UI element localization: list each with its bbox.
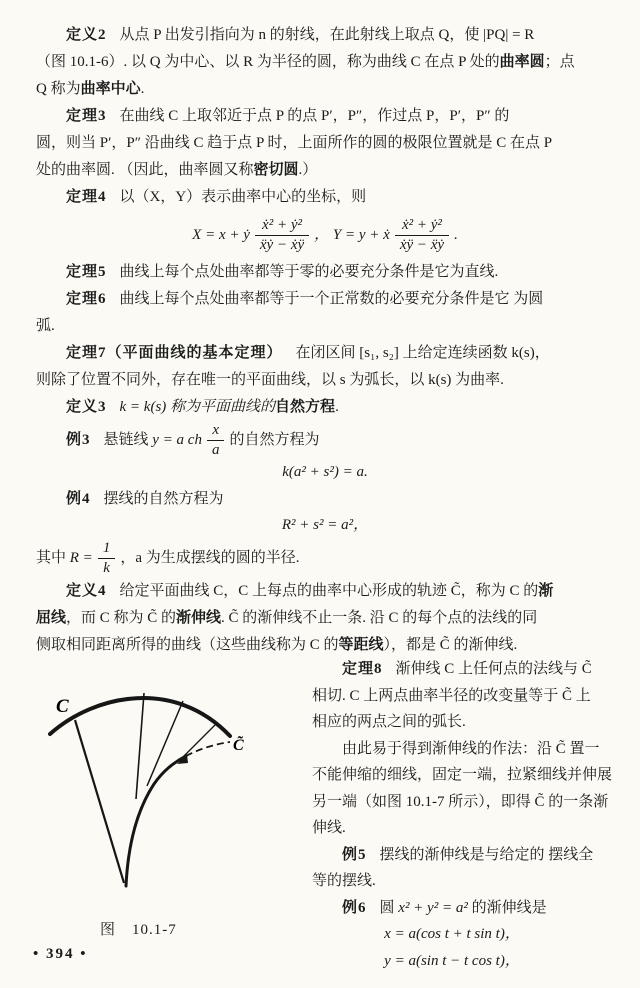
text-run: 给定平面曲线 C，C 上每点的曲率中心形成的轨迹 C̃，称为 C 的 <box>119 583 539 599</box>
figure-caption: 图 10.1-7 <box>100 922 177 938</box>
text-line <box>36 340 614 367</box>
formula-run: X = x + ẏ <box>192 227 250 243</box>
curve-C-tilde-dashed <box>186 742 230 756</box>
formula-run: . <box>454 227 458 243</box>
example-4-label: 例4 <box>66 491 91 507</box>
term-curvature-circle: 曲率圆 <box>499 54 545 70</box>
term-natural-equation: 自然方程 <box>275 399 336 415</box>
formula-run: R = <box>69 550 93 566</box>
text-run: 曲线上每个点处曲率都等于一个正常数的必要充分条件是它 为圆 <box>119 291 544 307</box>
text-run: 从点 P 出发引指向为 n 的射线，在此射线上取点 Q，使 |PQ| = R <box>119 27 535 43</box>
text-run: ，而 C 称为 C̃ 的 <box>66 610 177 626</box>
text-run: 不能伸缩的细线，固定一端，拉紧细线并伸展 <box>312 767 613 783</box>
formula-run: y = a ch <box>152 432 202 448</box>
text-run: 圆 <box>379 899 395 916</box>
catenary-natural-equation: k(a² + s²) = a. <box>282 464 368 480</box>
text-run: . C̃ 的渐伸线不止一条. 沿 C 的每个点的法线的同 <box>221 610 538 626</box>
text-run: 相应的两点之间的弧长. <box>312 714 466 730</box>
definition-4-label: 定义4 <box>66 583 107 599</box>
fraction-denominator: ẋÿ − ẍẏ <box>399 237 445 254</box>
text-line <box>36 538 614 578</box>
text-run: 的自然方程为 <box>229 432 320 448</box>
curve-C-tilde-solid <box>126 756 186 886</box>
text-run: 伸线. <box>312 820 346 836</box>
text-line <box>312 736 618 763</box>
text-run: （图 10.1-6）. 以 Q 为中心、以 R 为半径的圆，称为曲线 C 在点 P 处的 <box>36 54 500 70</box>
text-line <box>312 842 618 869</box>
cycloid-natural-equation: R² + s² = a²， <box>281 517 369 533</box>
normal-line-2 <box>136 693 144 799</box>
definition-2-label: 定义2 <box>66 27 107 43</box>
fraction <box>207 422 225 460</box>
text-line <box>312 709 618 736</box>
text-run: 悬链线 <box>103 432 149 448</box>
term-curvature-center: 曲率中心 <box>80 81 141 97</box>
text-line <box>36 605 614 632</box>
theorem-8-label: 定理8 <box>342 661 383 677</box>
text-line <box>36 184 614 211</box>
text-line <box>312 815 618 842</box>
text-run: ，a 为生成摆线的圆的半径. <box>120 550 300 566</box>
figure-10-1-7 <box>40 684 296 916</box>
text-line <box>312 683 618 710</box>
fraction-numerator: x <box>207 422 225 441</box>
text-line <box>36 632 614 659</box>
example-5-label: 例5 <box>342 846 367 863</box>
text-run: 圆，则当 P′，P″ 沿曲线 C 趋于点 P 时，上面所作的圆的极限位置就是 C 在点 P <box>36 135 553 151</box>
text-line <box>36 49 614 76</box>
theorem-7-label: 定理7（平面曲线的基本定理） <box>66 345 283 361</box>
formula-run: ， Y = y + ẋ <box>314 227 390 243</box>
term-evolute-part1: 渐 <box>538 583 554 599</box>
formula-run: x² + y² = a² <box>398 899 468 916</box>
text-run: . <box>140 81 145 97</box>
curve-C-label: C <box>56 696 69 717</box>
main-text-column <box>36 22 614 659</box>
text-line <box>36 313 614 340</box>
text-run: 则除了位置不同外，存在唯一的平面曲线，以 s 为弧长，以 k(s) 为曲率. <box>36 372 504 388</box>
text-run: 相切. C 上两点曲率半径的改变量等于 C̃ 上 <box>312 687 591 704</box>
fraction <box>395 217 449 255</box>
text-line <box>312 868 618 895</box>
circle-involute-x-equation: x = a(cos t + t sin t)， <box>384 926 520 942</box>
text-line <box>312 789 618 816</box>
curve-C-tilde-label: C̃ <box>233 737 244 754</box>
text-line <box>36 259 614 286</box>
text-run: 曲线上每个点处曲率都等于零的必要充分条件是它为直线. <box>119 264 499 280</box>
text-line <box>36 394 614 421</box>
definition-3-label: 定义3 <box>66 399 107 415</box>
text-run: Q 称为 <box>36 81 81 97</box>
involute-diagram <box>40 684 296 916</box>
normal-line-3 <box>147 701 183 786</box>
text-line <box>36 578 614 605</box>
example-6-label: 例6 <box>342 899 367 916</box>
text-run: 以（X，Y）表示曲率中心的坐标，则 <box>119 189 367 205</box>
text-run: ），都是 C̃ 的渐伸线. <box>383 637 518 653</box>
fraction-numerator: ẋ² + ẏ² <box>395 217 449 236</box>
text-line <box>36 103 614 130</box>
text-run: 侧取相同距离所得的曲线（这些曲线称为 C 的 <box>36 637 339 653</box>
text-run: .） <box>298 162 318 178</box>
example-3-label: 例3 <box>66 432 91 448</box>
theorem-4-label: 定理4 <box>66 189 107 205</box>
text-run: 另一端（如图 10.1-7 所示），即得 C̃ 的一条渐 <box>312 793 609 810</box>
term-equidistant-curve: 等距线 <box>338 637 384 653</box>
curvature-center-formula <box>36 211 614 259</box>
circle-involute-y-equation: y = a(sin t − t cos t)， <box>384 953 520 969</box>
text-run: 由此易于得到渐伸线的作法：沿 C̃ 置一 <box>342 740 600 757</box>
theorem-5-label: 定理5 <box>66 264 107 280</box>
fraction-denominator: ẍẏ − ẋÿ <box>259 237 305 254</box>
text-run: ；点 <box>544 54 575 70</box>
right-text-column <box>312 656 618 975</box>
term-involute: 渐伸线 <box>176 610 222 626</box>
term-osculating-circle: 密切圆 <box>253 162 299 178</box>
text-line <box>36 421 614 459</box>
text-line <box>36 486 614 513</box>
text-run: 摆线的自然方程为 <box>103 491 224 507</box>
text-line <box>36 130 614 157</box>
text-line <box>36 22 614 49</box>
fraction-denominator: a <box>211 442 220 459</box>
text-run: 其中 <box>36 550 67 566</box>
fraction <box>255 217 309 255</box>
normal-line-4 <box>181 723 217 759</box>
page-number: • 394 • <box>33 946 88 962</box>
fraction-numerator: ẋ² + ẏ² <box>255 217 309 236</box>
term-evolute-part2: 屈线 <box>36 610 67 626</box>
text-run: . <box>335 399 339 415</box>
text-run: 弧. <box>36 318 55 334</box>
text-line <box>36 286 614 313</box>
theorem-3-label: 定理3 <box>66 108 107 124</box>
text-line <box>312 656 618 683</box>
fraction <box>98 540 116 578</box>
text-run: 渐伸线 C 上任何点的法线与 C̃ <box>395 661 592 677</box>
normal-line-1 <box>75 720 124 883</box>
theorem-6-label: 定理6 <box>66 291 107 307</box>
text-run: 在闭区间 [s₁, s₂] 上给定连续函数 k(s)， <box>295 345 550 361</box>
text-run: 在曲线 C 上取邻近于点 P 的点 P′，P″，作过点 P，P′，P″ 的 <box>119 108 510 124</box>
fraction-numerator: 1 <box>98 540 116 559</box>
text-run: k = k(s) 称为平面曲线的 <box>119 399 276 415</box>
text-run: 的渐伸线是 <box>471 899 547 916</box>
text-run: 处的曲率圆. （因此，曲率圆又称 <box>36 162 254 178</box>
text-run: 等的摆线. <box>312 873 376 889</box>
text-line <box>312 762 618 789</box>
text-line <box>36 157 614 184</box>
text-line <box>36 76 614 103</box>
text-line <box>36 367 614 394</box>
text-line <box>312 895 618 922</box>
text-run: 摆线的渐伸线是与给定的 摆线全 <box>379 846 594 863</box>
fraction-denominator: k <box>103 560 110 577</box>
